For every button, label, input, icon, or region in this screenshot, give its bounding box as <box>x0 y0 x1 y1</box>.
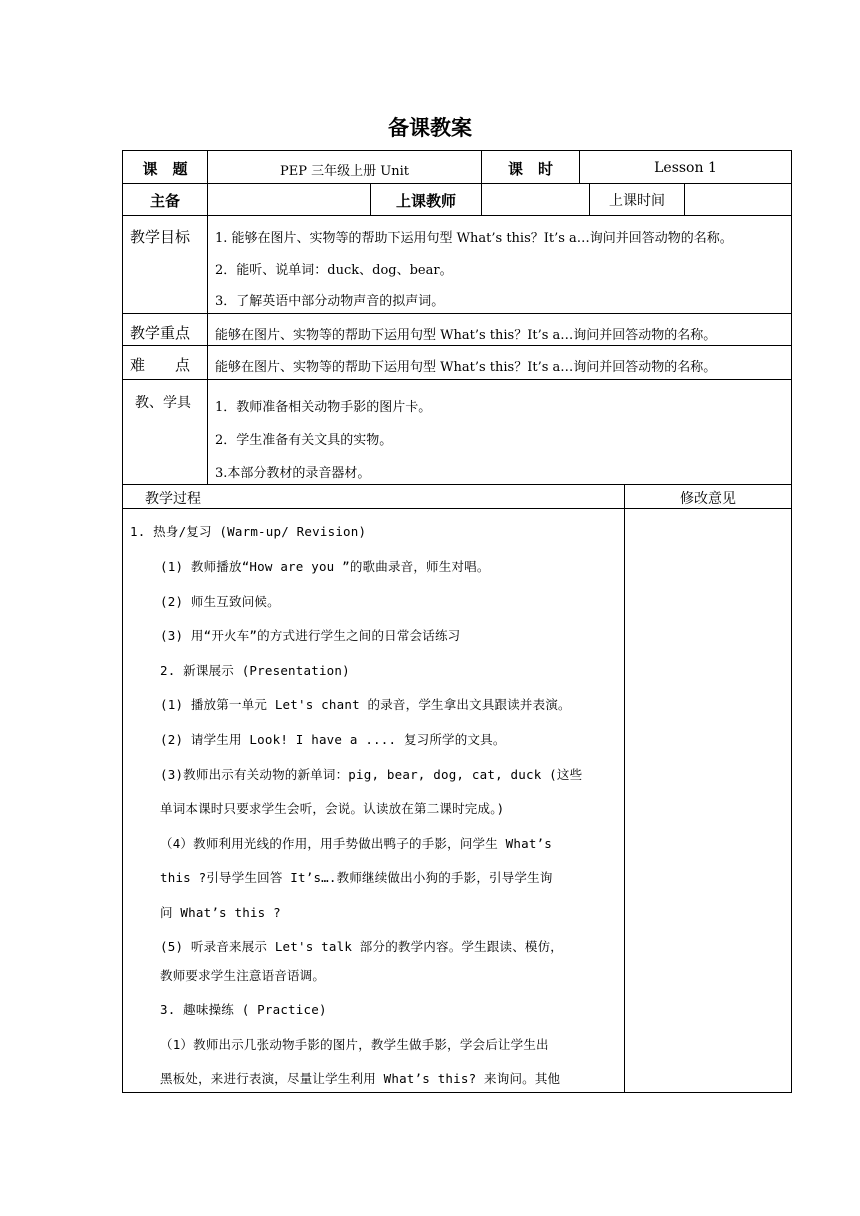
topic-label: 课 题 <box>142 160 188 178</box>
difficulty-label: 难 点 <box>130 356 191 374</box>
process-line: (3)教师出示有关动物的新单词：pig, bear, dog, cat, duck (这些 <box>160 767 583 782</box>
process-line: (1) 播放第一单元 Let's chant 的录音，学生拿出文具跟读并表演。 <box>160 697 571 712</box>
process-line: 教师要求学生注意语音语调。 <box>160 968 326 983</box>
process-line: this ?引导学生回答 It’s….教师继续做出小狗的手影，引导学生询 <box>160 870 553 885</box>
process-line: (5) 听录音来展示 Let's talk 部分的教学内容。学生跟读、模仿， <box>160 939 564 954</box>
objective-item: 2．能听、说单词：duck、dog、bear。 <box>215 263 453 278</box>
process-line: 问 What’s this ? <box>160 905 281 920</box>
process-line: （4）教师利用光线的作用，用手势做出鸭子的手影，问学生 What’s <box>160 836 553 851</box>
topic-value: PEP 三年级上册 Unit <box>280 164 409 179</box>
time-label: 上课时间 <box>609 193 665 209</box>
key-point-label: 教学重点 <box>130 324 191 342</box>
process-line: 3. 趣味操练 ( Practice) <box>160 1002 327 1017</box>
material-item: 3.本部分教材的录音器材。 <box>215 466 371 481</box>
period-label: 课 时 <box>507 160 553 178</box>
objective-item: 3．了解英语中部分动物声音的拟声词。 <box>215 294 445 309</box>
material-item: 1．教师准备相关动物手影的图片卡。 <box>215 400 432 415</box>
process-line: (1) 教师播放“How are you ”的歌曲录音，师生对唱。 <box>160 559 490 574</box>
teacher-label: 上课教师 <box>395 192 456 210</box>
lead-label: 主备 <box>149 192 180 210</box>
material-item: 2．学生准备有关文具的实物。 <box>215 433 393 448</box>
objective-item: 1. 能够在图片、实物等的帮助下运用句型 What’s this？It’s a…询问并回答动物的名称。 <box>215 231 733 246</box>
process-line: (2) 请学生用 Look! I have a .... 复习所学的文具。 <box>160 732 506 747</box>
objectives-label: 教学目标 <box>130 228 191 246</box>
process-line: (3) 用“开火车”的方式进行学生之间的日常会话练习 <box>160 628 461 643</box>
process-line: （1）教师出示几张动物手影的图片，教学生做手影，学会后让学生出 <box>160 1037 549 1052</box>
period-value: Lesson 1 <box>654 160 717 176</box>
process-line: 黑板处，来进行表演，尽量让学生利用 What’s this? 来询问。其他 <box>160 1071 561 1086</box>
process-header: 教学过程 <box>145 491 201 507</box>
materials-label: 教、学具 <box>135 395 191 411</box>
page-title: 备课教案 <box>388 116 472 140</box>
process-line: 1. 热身/复习 (Warm-up/ Revision) <box>130 524 367 539</box>
key-point-value: 能够在图片、实物等的帮助下运用句型 What’s this？It’s a…询问并回答动物的名称。 <box>215 328 717 343</box>
difficulty-value: 能够在图片、实物等的帮助下运用句型 What’s this？It’s a…询问并回答动物的名称。 <box>215 360 717 375</box>
revision-notes-header: 修改意见 <box>680 491 736 507</box>
process-line: 2. 新课展示 (Presentation) <box>160 663 350 678</box>
process-line: 单词本课时只要求学生会听，会说。认读放在第二课时完成。) <box>160 801 505 816</box>
process-line: (2) 师生互致问候。 <box>160 594 280 609</box>
